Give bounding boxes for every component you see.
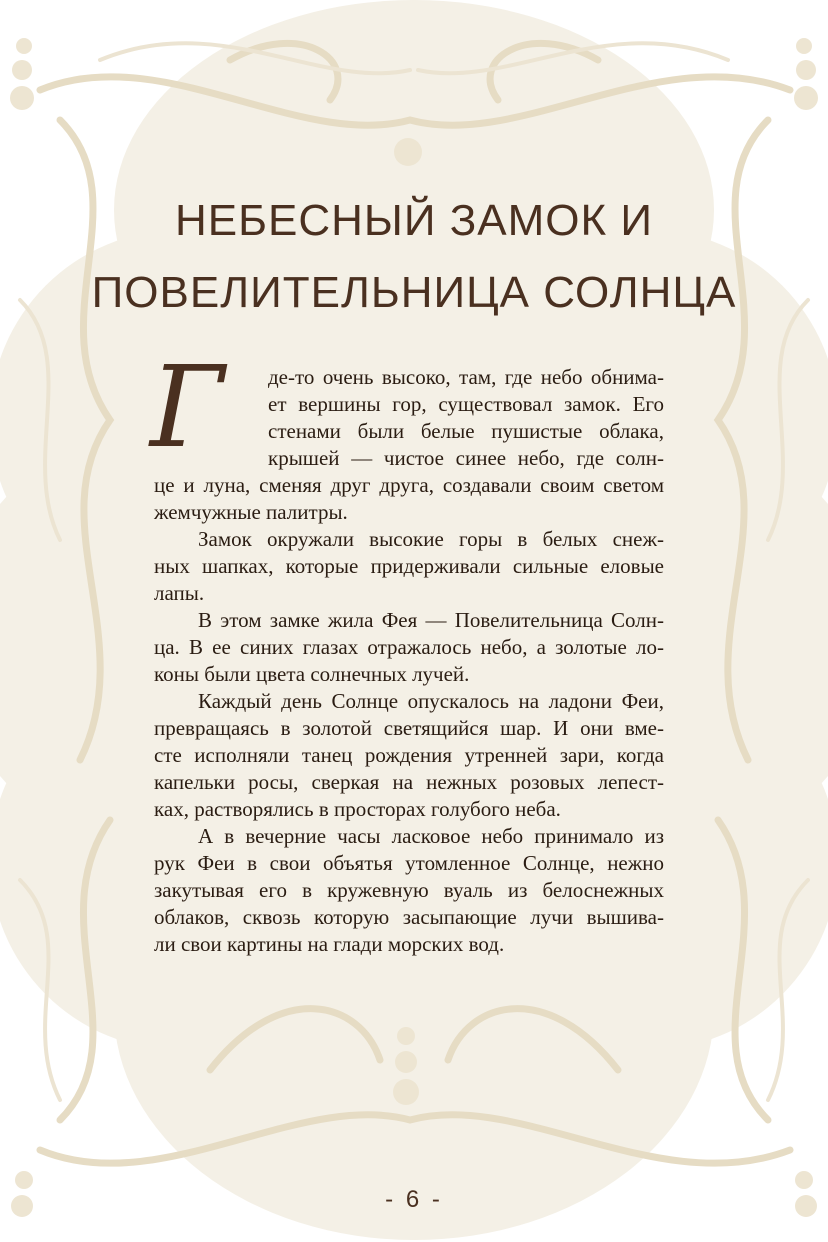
text-line: В этом замке жила Фея — Повелительница Солн- — [198, 608, 664, 632]
text-line: облаков, сквозь которую засыпающие лучи вышива- — [154, 905, 664, 929]
text-line: де-то очень высоко, там, где небо обнима- — [268, 365, 664, 389]
drop-cap: Г — [150, 343, 225, 473]
text-line: ца. В ее синих глазах отражалось небо, а золотые ло- — [154, 635, 664, 659]
text-line: лапы. — [154, 581, 205, 605]
text-line: Каждый день Солнце опускалось на ладони Феи, — [198, 689, 664, 713]
chapter-title-line-2: ПОВЕЛИТЕЛЬНИЦА СОЛНЦА — [91, 268, 737, 317]
text-line: превращаясь в золотой светящийся шар. И они вме- — [154, 716, 664, 740]
text-line: рук Феи в свои объятья утомленное Солнце, нежно — [154, 851, 664, 875]
text-line: ных шапках, которые придерживали сильные еловые — [154, 554, 664, 578]
text-line: сте исполняли танец рождения утренней зари, когда — [154, 743, 664, 767]
text-line: ет вершины гор, существовал замок. Его — [268, 392, 664, 416]
text-line: коны были цвета солнечных лучей. — [154, 662, 470, 686]
text-line: закутывая его в кружевную вуаль из белоснежных — [154, 878, 664, 902]
text-line: А в вечерние часы ласковое небо принимало из — [198, 824, 664, 848]
text-line: Замок окружали высокие горы в белых снеж- — [198, 527, 664, 551]
text-line: крышей — чистое синее небо, где солн- — [268, 446, 664, 470]
chapter-title-line-1: НЕБЕСНЫЙ ЗАМОК И — [175, 196, 653, 245]
text-line: ли свои картины на глади морских вод. — [154, 932, 505, 956]
text-line: це и луна, сменяя друг друга, создавали своим светом — [154, 473, 664, 497]
text-line: стенами были белые пушистые облака, — [268, 419, 664, 443]
text-line: ках, растворялись в просторах голубого неба. — [154, 797, 561, 821]
page-number: - 6 - — [385, 1186, 443, 1213]
text-line: жемчужные палитры. — [154, 500, 348, 524]
text-line: капельки росы, сверкая на нежных розовых лепест- — [154, 770, 664, 794]
